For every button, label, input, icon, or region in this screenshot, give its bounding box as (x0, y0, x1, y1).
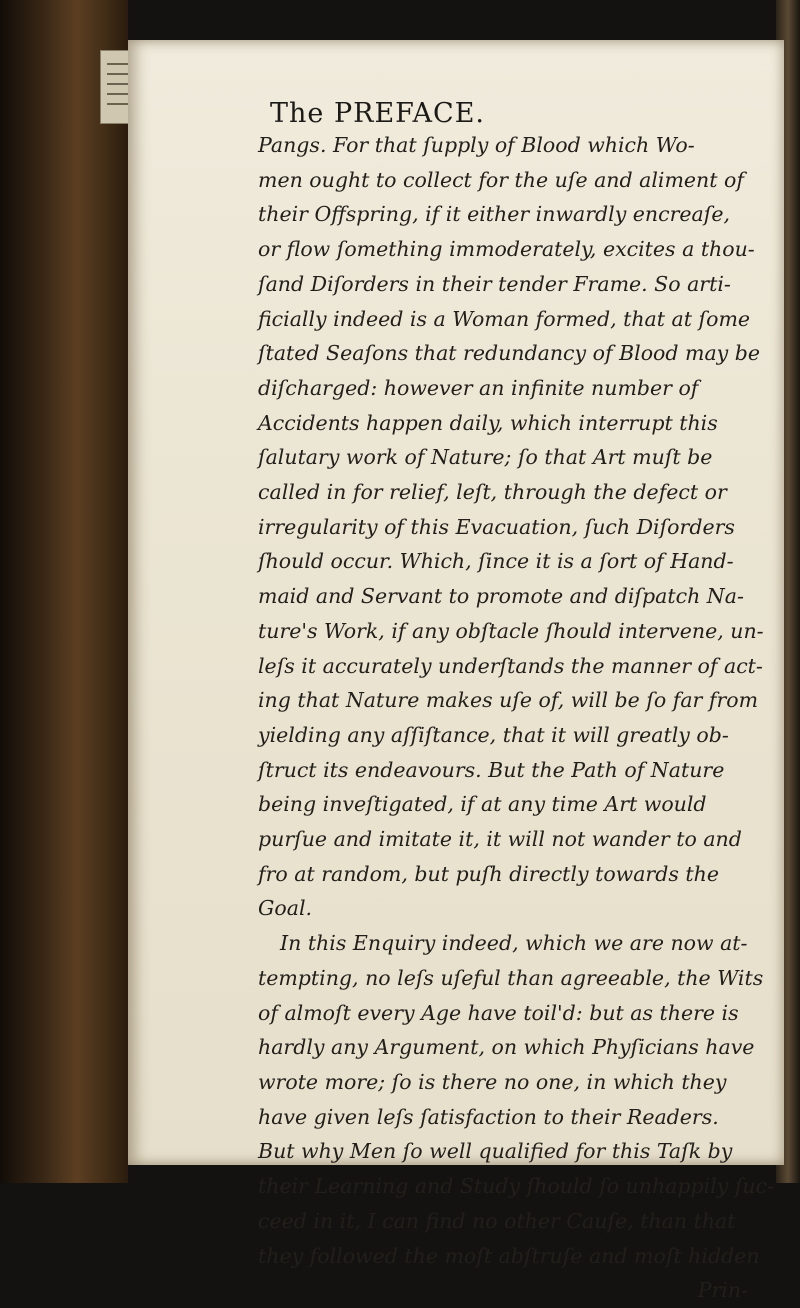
catchword: Prin- (697, 1278, 748, 1303)
text-line: irregularity of this Evacuation, ſuch Diſorders (258, 514, 735, 539)
text-line: their Offspring, if it either inwardly encreaſe, (258, 202, 730, 227)
text-line: being inveſtigated, if at any time Art would (258, 792, 707, 817)
text-line: of almoſt every Age have toil'd: but as there is (258, 1000, 739, 1025)
text-line: In this Enquiry indeed, which we are now at- (280, 931, 748, 956)
text-line: leſs it accurately underſtands the manner of act- (258, 653, 763, 678)
text-line: ceed in it, I can find no other Cauſe, than that (258, 1208, 736, 1233)
text-line: their Learning and Study ſhould ſo unhappily ſuc- (258, 1174, 775, 1199)
text-line: ſtated Seaſons that redundancy of Blood may be (258, 341, 761, 366)
text-line: called in for relief, leſt, through the defect or (258, 480, 727, 505)
text-line: fro at random, but puſh directly towards the (258, 861, 719, 886)
text-line: ſand Diſorders in their tender Frame. So arti- (258, 271, 731, 296)
text-line: tempting, no leſs uſeful than agreeable, the Wits (258, 965, 764, 990)
text-line: ing that Nature makes uſe of, will be ſo far from (258, 688, 759, 713)
text-line: ſalutary work of Nature; ſo that Art muſt be (258, 445, 713, 470)
text-line: Pangs. For that ſupply of Blood which Wo- (258, 133, 695, 157)
text-line: yielding any aſſiſtance, that it will greatly ob- (258, 722, 729, 747)
text-line: they followed the moſt abſtruſe and moſt hidden (258, 1243, 760, 1268)
text-line: Goal. (258, 896, 313, 921)
text-line: have given leſs ſatisfaction to their Readers. (258, 1104, 719, 1129)
text-line: ſtruct its endeavours. But the Path of Nature (258, 757, 725, 782)
body-text (258, 128, 775, 1308)
text-line: ficially indeed is a Woman formed, that at ſome (258, 306, 751, 331)
text-line: or flow ſomething immoderately, excites a thou- (258, 237, 755, 262)
running-header: The PREFACE. (270, 98, 486, 129)
paragraph-1 (258, 128, 764, 926)
book-binding-left (0, 0, 128, 1183)
text-line: hardly any Argument, on which Phyſicians have (258, 1035, 755, 1060)
text-line: wrote more; ſo is there no one, in which they (258, 1069, 727, 1094)
text-line: men ought to collect for the uſe and aliment of (258, 167, 744, 192)
text-line: ſhould occur. Which, ſince it is a ſort of Hand- (258, 549, 734, 574)
paragraph-2 (258, 926, 775, 1273)
text-line: purſue and imitate it, it will not wander to and (258, 827, 742, 852)
text-line: maid and Servant to promote and diſpatch Na- (258, 584, 744, 609)
text-line: ture's Work, if any obſtacle ſhould intervene, un- (258, 618, 764, 643)
text-line: But why Men ſo well qualified for this Taſk by (258, 1139, 733, 1164)
text-line: Accidents happen daily, which interrupt this (258, 410, 718, 435)
text-line: diſcharged: however an infinite number of (258, 375, 699, 400)
